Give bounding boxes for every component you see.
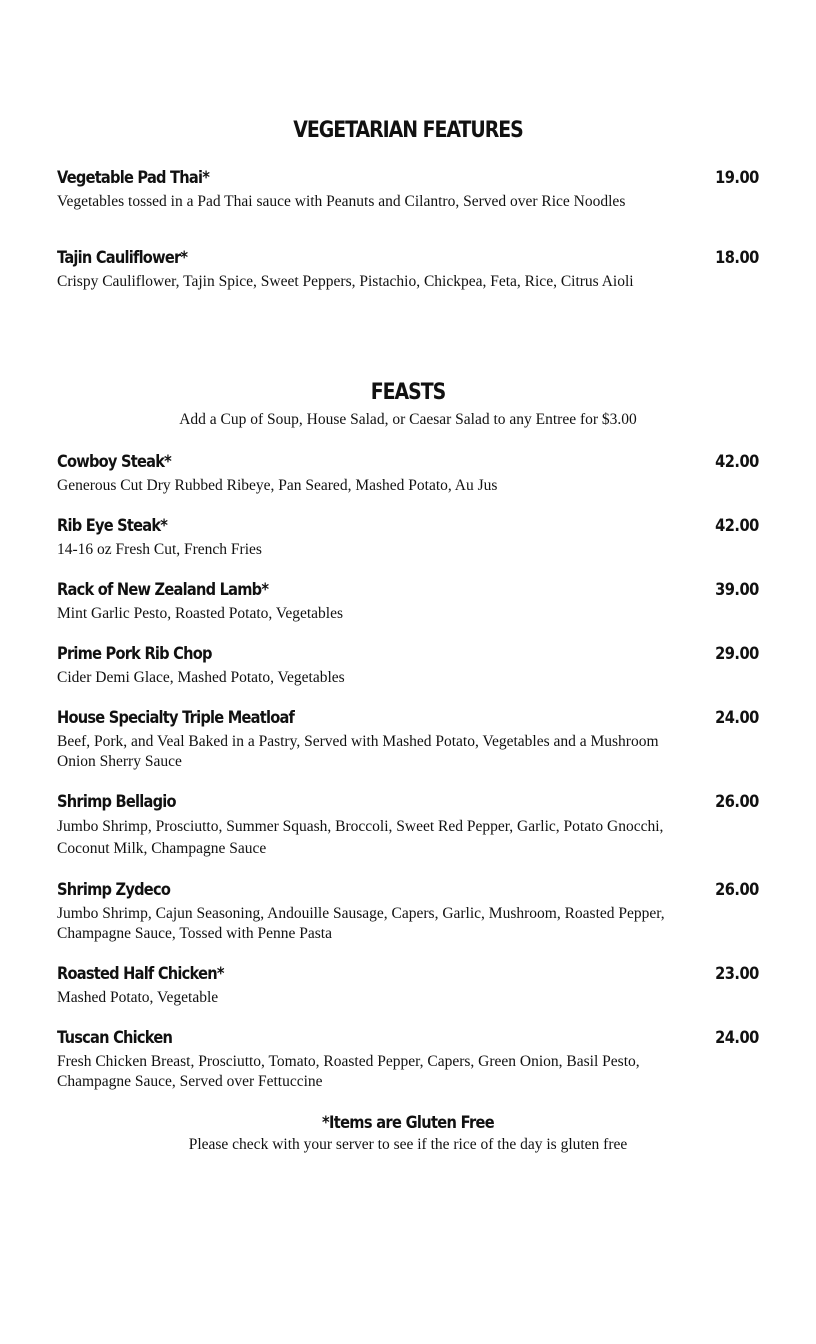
item-description: Jumbo Shrimp, Cajun Seasoning, Andouille Sausage, Capers, Garlic, Mushroom, Roasted Pepper, Champagne Sauce, Tossed with Penne Pasta [57, 905, 665, 942]
item-name: Rib Eye Steak* [57, 516, 168, 536]
menu-item [57, 580, 759, 624]
item-description: Mint Garlic Pesto, Roasted Potato, Vegetables [57, 605, 343, 622]
item-name: Shrimp Bellagio [57, 792, 176, 812]
item-name: Prime Pork Rib Chop [57, 644, 212, 664]
section-subheading-feasts: Add a Cup of Soup, House Salad, or Caesar Salad to any Entree for $3.00 [179, 411, 637, 428]
menu-item [57, 1028, 759, 1092]
item-name: Cowboy Steak* [57, 452, 172, 472]
item-description: 14-16 oz Fresh Cut, French Fries [57, 541, 262, 558]
item-price: 18.00 [715, 248, 759, 268]
item-description: Generous Cut Dry Rubbed Ribeye, Pan Seared, Mashed Potato, Au Jus [57, 477, 498, 494]
menu-item [57, 516, 759, 560]
item-description: Fresh Chicken Breast, Prosciutto, Tomato, Roasted Pepper, Capers, Green Onion, Basil Pesto, Champagne Sauce, Served over Fettuccine [57, 1053, 640, 1090]
item-price: 26.00 [715, 792, 759, 812]
menu-item [57, 880, 759, 944]
item-name: Roasted Half Chicken* [57, 964, 224, 984]
gluten-free-note-title: *Items are Gluten Free [322, 1113, 494, 1133]
item-description: Jumbo Shrimp, Prosciutto, Summer Squash, Broccoli, Sweet Red Pepper, Garlic, Potato Gnocchi, Coconut Milk, Champagne Sauce [57, 818, 664, 857]
item-price: 19.00 [715, 168, 759, 188]
item-name: House Specialty Triple Meatloaf [57, 708, 295, 728]
menu-item [57, 452, 759, 496]
section-heading-vegetarian: VEGETARIAN FEATURES [293, 118, 523, 143]
item-price: 23.00 [715, 964, 759, 984]
menu-item [57, 644, 759, 688]
menu-item [57, 168, 759, 212]
item-description: Crispy Cauliflower, Tajin Spice, Sweet Peppers, Pistachio, Chickpea, Feta, Rice, Citrus Aioli [57, 273, 634, 290]
item-name: Tuscan Chicken [57, 1028, 173, 1048]
section-heading-feasts: FEASTS [370, 380, 446, 405]
item-description: Cider Demi Glace, Mashed Potato, Vegetables [57, 669, 345, 686]
item-description: Mashed Potato, Vegetable [57, 989, 219, 1006]
item-price: 29.00 [715, 644, 759, 664]
gluten-free-note: Please check with your server to see if the rice of the day is gluten free [188, 1136, 628, 1153]
menu-item [57, 708, 759, 772]
item-name: Rack of New Zealand Lamb* [57, 580, 269, 600]
item-name: Vegetable Pad Thai* [57, 168, 210, 188]
menu-item [57, 792, 759, 860]
item-price: 24.00 [715, 708, 759, 728]
item-price: 24.00 [715, 1028, 759, 1048]
menu-item [57, 248, 759, 292]
menu-item [57, 964, 759, 1008]
item-name: Tajin Cauliflower* [57, 248, 188, 268]
item-description: Vegetables tossed in a Pad Thai sauce with Peanuts and Cilantro, Served over Rice Noodles [57, 193, 626, 210]
item-price: 26.00 [715, 880, 759, 900]
item-description: Beef, Pork, and Veal Baked in a Pastry, Served with Mashed Potato, Vegetables and a Mushroom Onion Sherry Sauce [57, 733, 659, 770]
item-name: Shrimp Zydeco [57, 880, 171, 900]
item-price: 42.00 [715, 452, 759, 472]
item-price: 39.00 [715, 580, 759, 600]
item-price: 42.00 [715, 516, 759, 536]
